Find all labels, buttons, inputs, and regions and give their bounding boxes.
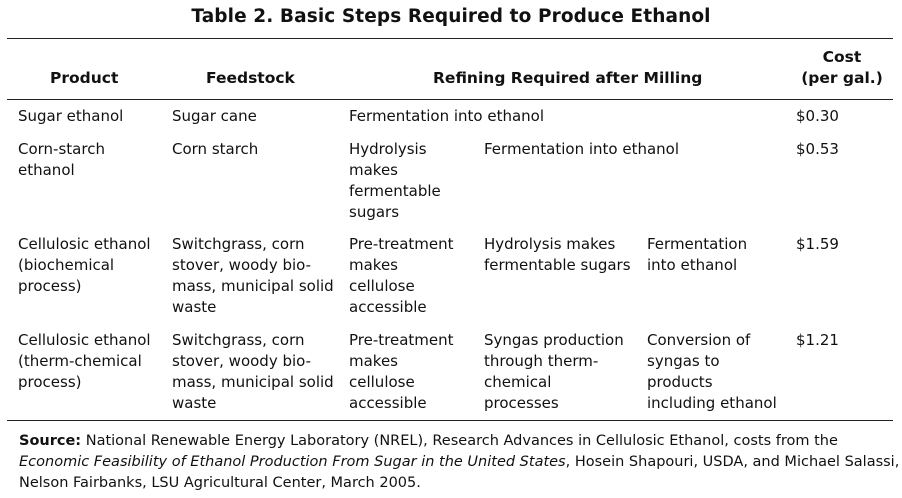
- row-3-product-line: process): [18, 277, 82, 295]
- row-3-step-2-line: fermentable sugars: [484, 256, 631, 274]
- row-3-product-line: Cellulosic ethanol: [18, 235, 151, 253]
- row-4-step-3-line: syngas to: [647, 352, 720, 370]
- row-1-product-line: Sugar ethanol: [18, 107, 124, 125]
- header-product: Product: [50, 69, 119, 87]
- row-2-feedstock-line: Corn starch: [172, 140, 259, 158]
- row-4-step-2-line: processes: [484, 394, 559, 412]
- row-3-step-2: [484, 234, 631, 276]
- row-3-step-3-line: Fermentation: [647, 235, 748, 253]
- row-4-step-2: [484, 330, 624, 414]
- row-1-step-1: [349, 106, 544, 127]
- header-feedstock: Feedstock: [206, 69, 295, 87]
- row-1-feedstock-line: Sugar cane: [172, 107, 257, 125]
- row-3-feedstock-line: mass, municipal solid: [172, 277, 334, 295]
- row-3-product-line: (biochemical: [18, 256, 115, 274]
- row-3-product: [18, 234, 151, 297]
- row-4-feedstock-line: waste: [172, 394, 217, 412]
- row-4-feedstock: [172, 330, 334, 414]
- row-4-step-3-line: including ethanol: [647, 394, 777, 412]
- row-2-step-1-line: fermentable: [349, 182, 441, 200]
- row-2-product-line: Corn-starch: [18, 140, 105, 158]
- row-4-step-2-line: chemical: [484, 373, 552, 391]
- row-3-step-1-line: cellulose: [349, 277, 415, 295]
- row-4-product-line: process): [18, 373, 82, 391]
- row-4-step-1-line: Pre-treatment: [349, 331, 454, 349]
- source-note: [19, 431, 900, 494]
- row-3-step-3-line: into ethanol: [647, 256, 738, 274]
- row-2-step-2: [484, 139, 679, 160]
- row-3-feedstock-line: waste: [172, 298, 217, 316]
- row-2-step-1-line: makes: [349, 161, 398, 179]
- row-4-feedstock-line: Switchgrass, corn: [172, 331, 305, 349]
- row-2-product-line: ethanol: [18, 161, 75, 179]
- row-4-product-line: Cellulosic ethanol: [18, 331, 151, 349]
- header-cost-line-2: (per gal.): [801, 69, 883, 87]
- row-3-cost: $1.59: [796, 235, 839, 253]
- row-3-step-1-line: accessible: [349, 298, 427, 316]
- row-3-step-3: [647, 234, 747, 276]
- row-4-product: [18, 330, 151, 393]
- row-4-step-3-line: Conversion of: [647, 331, 751, 349]
- header-cost: [792, 47, 892, 89]
- source-line-2: [19, 452, 900, 473]
- row-1-feedstock: [172, 106, 257, 127]
- top-rule: [7, 38, 893, 39]
- row-4-feedstock-line: stover, woody bio-: [172, 352, 312, 370]
- row-4-step-3-line: products: [647, 373, 713, 391]
- row-3-step-2-line: Hydrolysis makes: [484, 235, 616, 253]
- row-2-feedstock: [172, 139, 258, 160]
- row-3-feedstock-line: stover, woody bio-: [172, 256, 312, 274]
- row-3-step-1-line: makes: [349, 256, 398, 274]
- source-line-3: Nelson Fairbanks, LSU Agricultural Center, March 2005.: [19, 475, 421, 491]
- row-3-step-1-line: Pre-treatment: [349, 235, 454, 253]
- row-2-step-2-line: Fermentation into ethanol: [484, 140, 680, 158]
- source-line-1-text: National Renewable Energy Laboratory (NREL), Research Advances in Cellulosic Ethanol, costs from the: [81, 433, 838, 449]
- header-refining: Refining Required after Milling: [433, 69, 703, 87]
- row-4-step-1-line: accessible: [349, 394, 427, 412]
- row-4-step-2-line: through therm-: [484, 352, 599, 370]
- row-1-cost: $0.30: [796, 107, 839, 125]
- row-4-cost: $1.21: [796, 331, 839, 349]
- table-title: Table 2. Basic Steps Required to Produce Ethanol: [191, 6, 711, 27]
- header-rule: [7, 99, 893, 100]
- row-4-product-line: (therm-chemical: [18, 352, 142, 370]
- source-line-1: [19, 431, 889, 452]
- row-2-step-1: [349, 139, 441, 223]
- source-line-2-text: , Hosein Shapouri, USDA, and Michael Salassi,: [565, 454, 900, 470]
- row-2-cost: $0.53: [796, 140, 839, 158]
- row-4-step-1-line: cellulose: [349, 373, 415, 391]
- row-2-step-1-line: Hydrolysis: [349, 140, 427, 158]
- row-4-step-1-line: makes: [349, 352, 398, 370]
- source-line-2-italic: Economic Feasibility of Ethanol Production From Sugar in the United States: [19, 454, 566, 470]
- row-4-step-2-line: Syngas production: [484, 331, 624, 349]
- header-cost-line-1: Cost: [822, 48, 862, 66]
- bottom-rule: [7, 420, 893, 421]
- row-4-step-3: [647, 330, 777, 414]
- row-3-feedstock: [172, 234, 334, 318]
- row-3-feedstock-line: Switchgrass, corn: [172, 235, 305, 253]
- source-label: Source:: [19, 433, 82, 449]
- row-4-feedstock-line: mass, municipal solid: [172, 373, 334, 391]
- row-3-step-1: [349, 234, 454, 318]
- row-4-step-1: [349, 330, 454, 414]
- row-1-product: [18, 106, 123, 127]
- row-2-step-1-line: sugars: [349, 203, 400, 221]
- row-2-product: [18, 139, 105, 181]
- row-1-step-1-line: Fermentation into ethanol: [349, 107, 545, 125]
